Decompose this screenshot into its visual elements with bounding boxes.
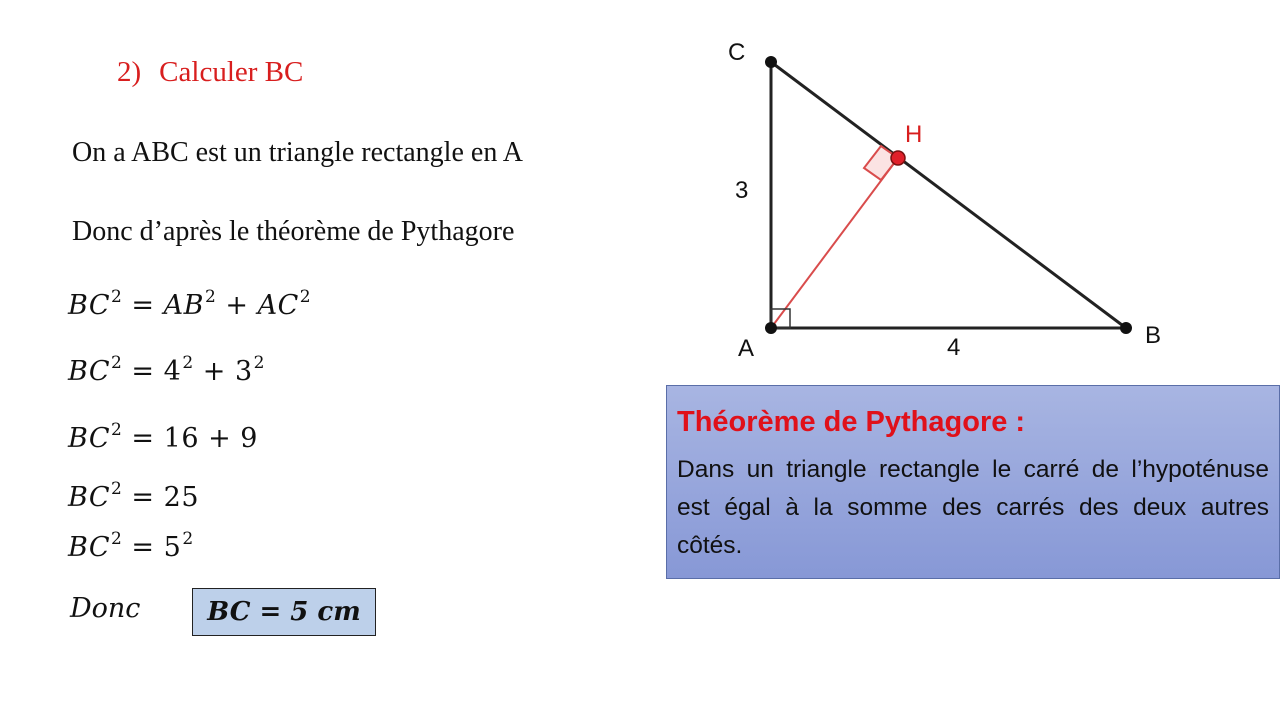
- eq2-term-b: 3: [234, 356, 253, 387]
- eq3-lhs: BC: [68, 423, 111, 454]
- eq2-exp2: 2: [182, 353, 194, 373]
- equation-2: $BC^2 = 4^2 + 3^2$: [68, 353, 265, 387]
- eq2-lhs: BC: [68, 356, 111, 387]
- eq3-rhs: 16 + 9: [163, 423, 258, 454]
- reasoning-line: Donc d’après le théorème de Pythagore: [72, 216, 515, 247]
- eq2-exp3: 2: [253, 353, 265, 373]
- eq2-exp1: 2: [111, 353, 123, 373]
- theorem-text: Dans un triangle rectangle le carré de l’hypoténuse est égal à la somme des carrés des deux autres côtés.: [677, 456, 1269, 559]
- eq4-rhs: 25: [163, 482, 199, 513]
- altitude-ah: [771, 158, 898, 328]
- eq1-lhs: BC: [68, 290, 111, 321]
- point-a: [765, 322, 777, 334]
- eq4-exp1: 2: [111, 479, 123, 499]
- equation-3: $BC^2 = 16 + 9$: [68, 420, 258, 454]
- eq5-lhs: BC: [68, 532, 111, 563]
- theorem-title: Théorème de Pythagore :: [677, 406, 1026, 438]
- label-a: A: [738, 335, 755, 362]
- hypotenuse-cb: [771, 62, 1126, 328]
- equation-5: $BC^2 = 5^2$: [68, 529, 194, 563]
- point-h: [891, 151, 905, 165]
- triangle-figure: [700, 30, 1180, 370]
- statement-line: On a ABC est un triangle rectangle en A: [72, 137, 523, 168]
- exercise-number: 2): [117, 56, 142, 88]
- label-side-ab: 4: [947, 334, 961, 361]
- eq1-term-a: AB: [163, 290, 204, 321]
- exercise-heading: [117, 56, 303, 89]
- eq3-exp1: 2: [111, 420, 123, 440]
- point-b: [1120, 322, 1132, 334]
- equation-1: $BC^2 = AB^2 + AC^2$: [68, 287, 312, 321]
- equation-4: $BC^2 = 25$: [68, 479, 199, 513]
- conclusion-word: Donc: [70, 593, 141, 624]
- theorem-box: [666, 385, 1280, 579]
- point-c: [765, 56, 777, 68]
- eq1-exp3: 2: [299, 287, 312, 307]
- eq2-term-a: 4: [163, 356, 182, 387]
- eq5-exp2: 2: [182, 529, 194, 549]
- exercise-title: Calculer BC: [159, 56, 304, 88]
- eq1-exp1: 2: [111, 287, 123, 307]
- label-h: H: [905, 121, 923, 148]
- label-c: C: [728, 39, 746, 66]
- result-box: [192, 588, 376, 636]
- result-text: BC = 5 cm: [207, 597, 361, 627]
- eq5-base: 5: [163, 532, 182, 563]
- label-side-ac: 3: [735, 177, 749, 204]
- label-b: B: [1145, 322, 1162, 349]
- eq5-exp1: 2: [111, 529, 123, 549]
- eq1-exp2: 2: [204, 287, 217, 307]
- eq1-term-b: AC: [257, 290, 299, 321]
- eq4-lhs: BC: [68, 482, 111, 513]
